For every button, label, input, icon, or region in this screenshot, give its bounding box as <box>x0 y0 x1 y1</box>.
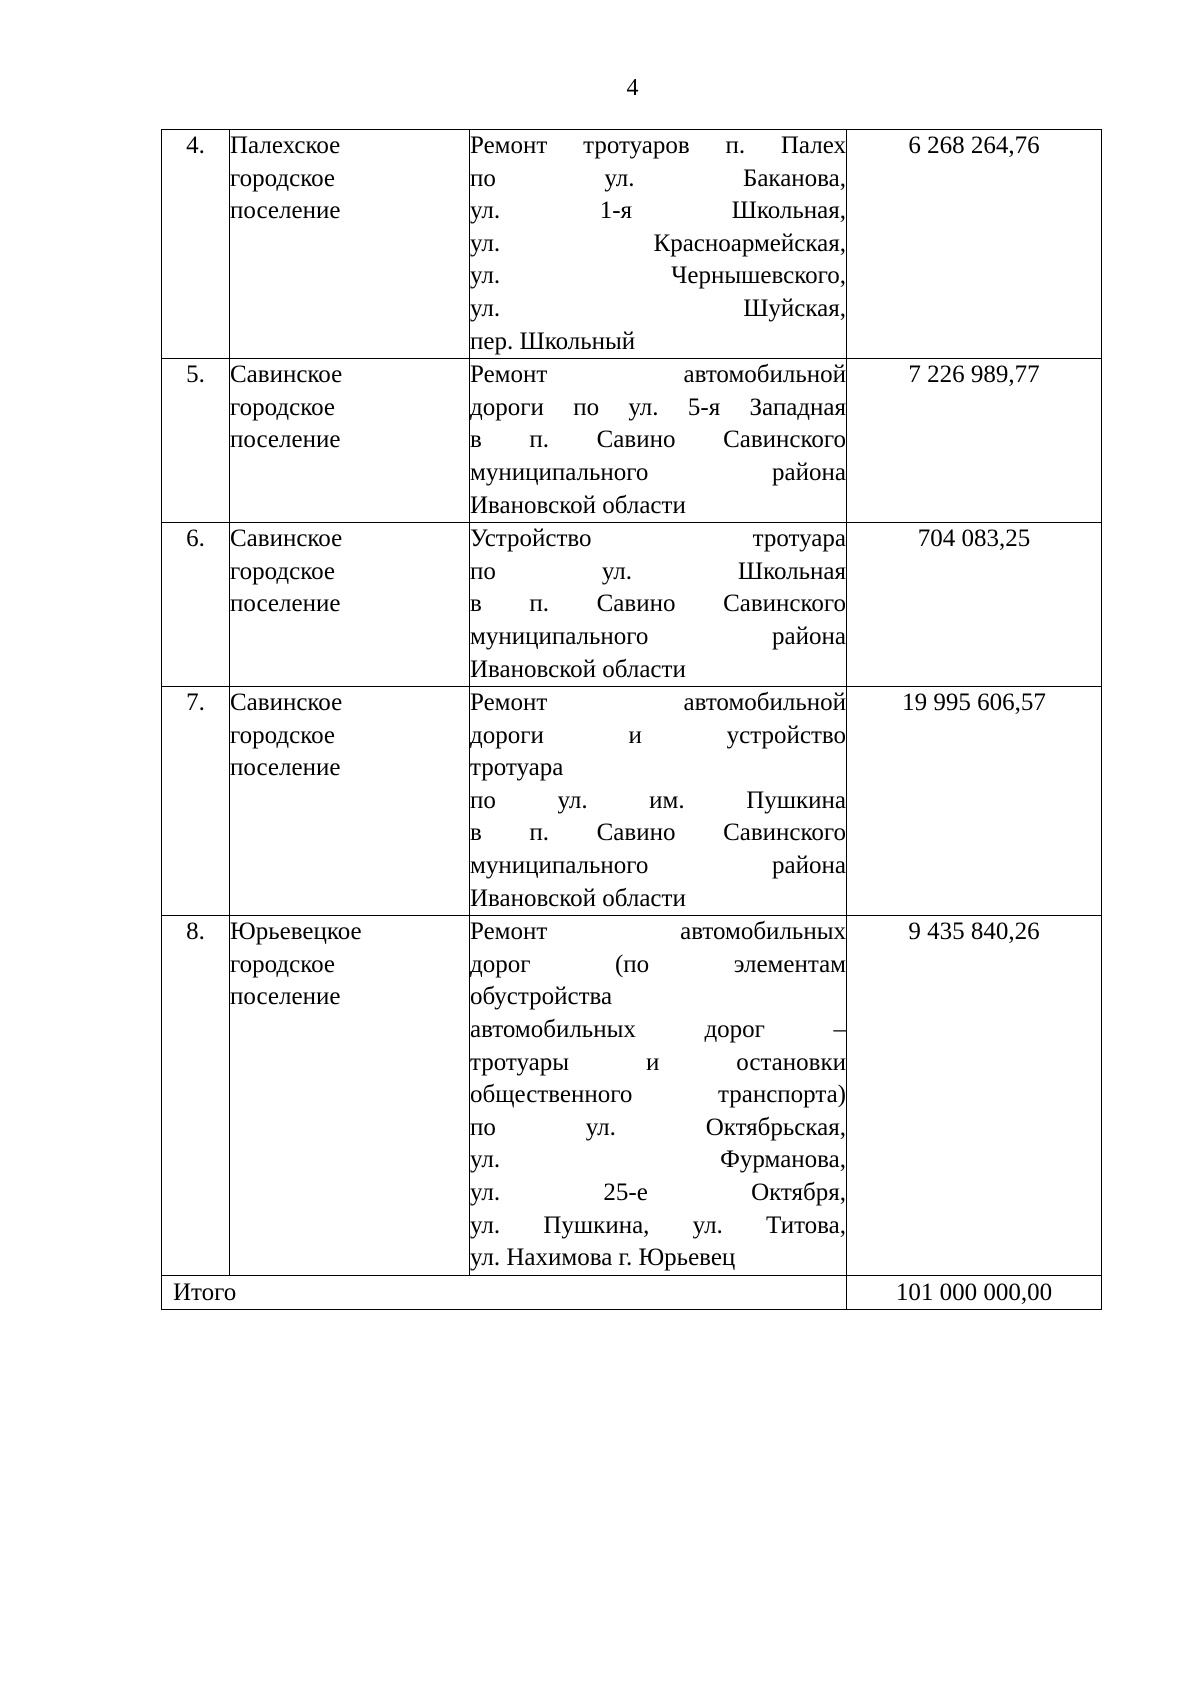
text-line: автомобильных дорог – <box>470 1016 846 1044</box>
page-number: 4 <box>626 75 639 101</box>
work-description <box>470 523 847 687</box>
text-line: по ул. им. Пушкина <box>470 786 846 814</box>
text-line: дорог (по элементам <box>470 950 846 978</box>
amount: 9 435 840,26 <box>847 916 1102 1276</box>
text-line: по ул. Школьная <box>470 557 846 585</box>
text-line: Ремонт автомобильной <box>470 361 846 389</box>
text-line: ул. 1-я Школьная, <box>470 197 846 225</box>
text-line: ул. Чернышевского, <box>470 262 846 290</box>
text-line: общественного транспорта) <box>470 1081 846 1109</box>
amount: 7 226 989,77 <box>847 359 1102 523</box>
text-line: Ремонт тротуаров п. Палех <box>470 132 846 159</box>
table-row <box>162 523 1102 687</box>
work-description <box>470 916 847 1276</box>
row-number: 5. <box>162 359 230 523</box>
text-line: городское <box>230 164 336 192</box>
work-description <box>470 359 847 523</box>
text-line: поселение <box>230 754 341 782</box>
text-line: Устройство тротуара <box>470 525 846 553</box>
text-line: Савинское <box>230 689 343 717</box>
text-line: дороги и устройство <box>470 721 846 749</box>
text-line: городское <box>230 950 336 978</box>
allocation-table <box>161 129 1102 1310</box>
amount: 6 268 264,76 <box>847 130 1102 359</box>
amount: 19 995 606,57 <box>847 687 1102 916</box>
text-line: Палехское <box>230 132 341 159</box>
text-line: по ул. Баканова, <box>470 164 846 192</box>
text-line: ул. Нахимова г. Юрьевец <box>470 1244 736 1272</box>
settlement-name <box>230 916 470 1276</box>
row-number: 8. <box>162 916 230 1276</box>
text-line: в п. Савино Савинского <box>470 819 846 847</box>
text-line: поселение <box>230 426 341 454</box>
text-line: Ремонт автомобильных <box>470 918 846 946</box>
text-line: городское <box>230 557 336 585</box>
settlement-name <box>230 359 470 523</box>
table-row <box>162 687 1102 916</box>
table-row <box>162 359 1102 523</box>
settlement-name <box>230 130 470 359</box>
settlement-name <box>230 523 470 687</box>
table-row <box>162 130 1102 359</box>
text-line: городское <box>230 721 336 749</box>
total-amount: 101 000 000,00 <box>847 1275 1102 1310</box>
text-line: поселение <box>230 983 341 1011</box>
text-line: дороги по ул. 5-я Западная <box>470 393 846 421</box>
text-line: тротуара <box>470 754 564 782</box>
text-line: ул. Шуйская, <box>470 294 846 322</box>
text-line: Ивановской области <box>470 655 686 683</box>
text-line: поселение <box>230 197 341 225</box>
text-line: муниципального района <box>470 852 846 880</box>
row-number: 6. <box>162 523 230 687</box>
text-line: городское <box>230 393 336 421</box>
text-line: по ул. Октябрьская, <box>470 1113 846 1141</box>
text-line: ул. Пушкина, ул. Титова, <box>470 1211 846 1239</box>
text-line: обустройства <box>470 983 613 1011</box>
text-line: Ремонт автомобильной <box>470 689 846 717</box>
table-row <box>162 916 1102 1276</box>
row-number: 4. <box>162 130 230 359</box>
text-line: ул. Красноармейская, <box>470 229 846 257</box>
text-line: муниципального района <box>470 458 846 486</box>
text-line: пер. Школьный <box>470 327 636 355</box>
text-line: ул. Фурманова, <box>470 1146 846 1174</box>
total-label: Итого <box>162 1275 847 1310</box>
text-line: Ивановской области <box>470 491 686 519</box>
text-line: ул. 25-е Октября, <box>470 1179 846 1206</box>
text-line: Савинское <box>230 525 343 553</box>
total-row <box>162 1275 1102 1310</box>
settlement-name <box>230 687 470 916</box>
text-line: в п. Савино Савинского <box>470 426 846 454</box>
text-line: Савинское <box>230 361 343 389</box>
text-line: тротуары и остановки <box>470 1048 846 1076</box>
work-description <box>470 130 847 359</box>
text-line: поселение <box>230 590 341 618</box>
amount: 704 083,25 <box>847 523 1102 687</box>
work-description <box>470 687 847 916</box>
text-line: муниципального района <box>470 622 846 650</box>
text-line: Ивановской области <box>470 884 686 912</box>
text-line: в п. Савино Савинского <box>470 590 846 618</box>
text-line: Юрьевецкое <box>230 918 362 946</box>
row-number: 7. <box>162 687 230 916</box>
